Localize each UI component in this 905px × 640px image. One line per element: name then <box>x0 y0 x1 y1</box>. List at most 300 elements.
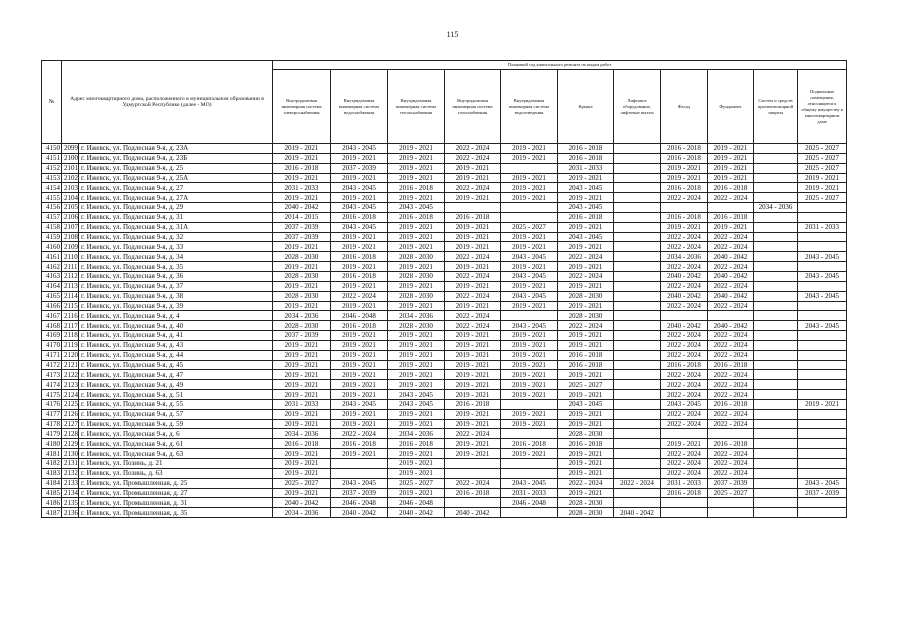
row-year-cell: 2019 - 2021 <box>273 360 331 370</box>
row-sub-number: 2112 <box>62 271 79 281</box>
table-row <box>42 212 847 222</box>
row-year-cell: 2037 - 2039 <box>708 478 754 488</box>
row-year-cell: 2022 - 2024 <box>661 301 708 311</box>
row-sub-number: 2117 <box>62 321 79 331</box>
row-year-cell: 2046 - 2048 <box>331 311 388 321</box>
row-address: г. Ижевск, ул. Подлесная 9-я, д. 44 <box>79 350 273 360</box>
row-year-cell: 2031 - 2033 <box>558 163 614 173</box>
row-year-cell <box>501 429 558 439</box>
row-year-cell <box>661 498 708 508</box>
row-year-cell <box>501 459 558 469</box>
header-number: № <box>42 61 62 144</box>
row-year-cell: 2019 - 2021 <box>331 390 388 400</box>
row-sub-number: 2116 <box>62 311 79 321</box>
row-year-cell: 2019 - 2021 <box>708 144 754 154</box>
row-year-cell <box>614 262 661 272</box>
row-year-cell: 2022 - 2024 <box>661 193 708 203</box>
row-year-cell: 2019 - 2021 <box>558 281 614 291</box>
row-year-cell: 2019 - 2021 <box>331 449 388 459</box>
row-year-cell: 2016 - 2018 <box>708 183 754 193</box>
table-row <box>42 488 847 498</box>
row-year-cell: 2019 - 2021 <box>331 370 388 380</box>
row-year-cell: 2019 - 2021 <box>273 242 331 252</box>
row-year-cell: 2016 - 2018 <box>388 212 445 222</box>
row-number: 4171 <box>42 350 62 360</box>
row-year-cell: 2019 - 2021 <box>798 399 847 409</box>
row-year-cell <box>754 321 798 331</box>
row-address: г. Ижевск, ул. Подлесная 9-я, д. 4 <box>79 311 273 321</box>
row-number: 4150 <box>42 144 62 154</box>
row-year-cell: 2019 - 2021 <box>501 409 558 419</box>
row-year-cell: 2025 - 2027 <box>798 144 847 154</box>
row-year-cell: 2019 - 2021 <box>388 262 445 272</box>
row-year-cell: 2028 - 2030 <box>558 291 614 301</box>
row-year-cell <box>798 281 847 291</box>
row-sub-number: 2107 <box>62 222 79 232</box>
row-year-cell <box>754 212 798 222</box>
row-address: г. Ижевск, ул. Промышленная, д. 31 <box>79 498 273 508</box>
row-year-cell: 2019 - 2021 <box>388 144 445 154</box>
row-number: 4167 <box>42 311 62 321</box>
row-year-cell <box>331 459 388 469</box>
row-year-cell: 2022 - 2024 <box>661 409 708 419</box>
row-address: г. Ижевск, ул. Подлесная 9-я, д. 23А <box>79 144 273 154</box>
row-year-cell: 2019 - 2021 <box>273 468 331 478</box>
row-year-cell <box>798 390 847 400</box>
row-number: 4152 <box>42 163 62 173</box>
row-year-cell <box>798 212 847 222</box>
table-row <box>42 252 847 262</box>
row-year-cell <box>754 478 798 488</box>
row-year-cell <box>754 252 798 262</box>
row-year-cell: 2016 - 2018 <box>445 399 501 409</box>
row-year-cell <box>614 340 661 350</box>
row-year-cell: 2019 - 2021 <box>388 222 445 232</box>
row-year-cell: 2019 - 2021 <box>388 459 445 469</box>
row-year-cell <box>798 508 847 518</box>
row-year-cell: 2019 - 2021 <box>273 153 331 163</box>
row-year-cell: 2028 - 2030 <box>273 252 331 262</box>
row-year-cell <box>754 232 798 242</box>
row-number: 4179 <box>42 429 62 439</box>
row-address: г. Ижевск, ул. Подлесная 9-я, д. 27 <box>79 183 273 193</box>
table-row <box>42 203 847 213</box>
row-sub-number: 2115 <box>62 301 79 311</box>
row-year-cell: 2019 - 2021 <box>798 183 847 193</box>
table-row <box>42 478 847 488</box>
row-year-cell: 2037 - 2039 <box>331 163 388 173</box>
row-sub-number: 2101 <box>62 163 79 173</box>
row-year-cell: 2019 - 2021 <box>798 173 847 183</box>
row-number: 4183 <box>42 468 62 478</box>
row-number: 4160 <box>42 242 62 252</box>
row-year-cell <box>614 409 661 419</box>
row-year-cell <box>798 350 847 360</box>
table-row <box>42 301 847 311</box>
row-sub-number: 2131 <box>62 459 79 469</box>
row-year-cell: 2043 - 2045 <box>501 321 558 331</box>
row-year-cell: 2037 - 2039 <box>273 232 331 242</box>
row-year-cell: 2019 - 2021 <box>273 281 331 291</box>
row-year-cell <box>331 468 388 478</box>
row-sub-number: 2120 <box>62 350 79 360</box>
row-year-cell <box>614 173 661 183</box>
row-year-cell <box>614 459 661 469</box>
row-year-cell <box>614 321 661 331</box>
row-year-cell: 2043 - 2045 <box>798 252 847 262</box>
row-address: г. Ижевск, ул. Подлесная 9-я, д. 35 <box>79 262 273 272</box>
row-year-cell: 2037 - 2039 <box>331 488 388 498</box>
row-sub-number: 2103 <box>62 183 79 193</box>
row-year-cell: 2019 - 2021 <box>331 419 388 429</box>
row-year-cell: 2019 - 2021 <box>501 360 558 370</box>
row-year-cell: 2019 - 2021 <box>445 222 501 232</box>
row-year-cell: 2019 - 2021 <box>558 340 614 350</box>
row-year-cell: 2022 - 2024 <box>445 271 501 281</box>
row-year-cell: 2014 - 2015 <box>273 212 331 222</box>
row-number: 4185 <box>42 488 62 498</box>
row-year-cell: 2019 - 2021 <box>708 163 754 173</box>
row-year-cell <box>798 242 847 252</box>
row-year-cell <box>754 429 798 439</box>
table-row <box>42 468 847 478</box>
row-sub-number: 2114 <box>62 291 79 301</box>
row-number: 4155 <box>42 193 62 203</box>
row-year-cell: 2019 - 2021 <box>445 439 501 449</box>
row-sub-number: 2109 <box>62 242 79 252</box>
row-address: г. Ижевск, ул. Подлесная 9-я, д. 31 <box>79 212 273 222</box>
row-year-cell: 2019 - 2021 <box>388 193 445 203</box>
table-row <box>42 508 847 518</box>
row-year-cell: 2016 - 2018 <box>558 153 614 163</box>
row-sub-number: 2113 <box>62 281 79 291</box>
row-year-cell <box>754 271 798 281</box>
row-year-cell: 2040 - 2042 <box>708 252 754 262</box>
row-year-cell: 2016 - 2018 <box>708 399 754 409</box>
row-year-cell: 2019 - 2021 <box>273 380 331 390</box>
row-address: г. Ижевск, ул. Подлесная 9-я, д. 29 <box>79 203 273 213</box>
table-row <box>42 331 847 341</box>
row-year-cell: 2016 - 2018 <box>558 212 614 222</box>
row-year-cell: 2043 - 2045 <box>558 399 614 409</box>
row-year-cell: 2022 - 2024 <box>445 321 501 331</box>
row-number: 4184 <box>42 478 62 488</box>
header-column: Внутридомовая инженерная система водоотведения <box>501 70 558 144</box>
row-year-cell: 2025 - 2027 <box>798 193 847 203</box>
row-year-cell: 2019 - 2021 <box>331 301 388 311</box>
row-year-cell: 2022 - 2024 <box>708 331 754 341</box>
row-year-cell: 2034 - 2036 <box>273 508 331 518</box>
row-year-cell: 2019 - 2021 <box>331 153 388 163</box>
row-year-cell: 2022 - 2024 <box>661 232 708 242</box>
table-row <box>42 163 847 173</box>
row-year-cell: 2028 - 2030 <box>558 498 614 508</box>
row-year-cell: 2019 - 2021 <box>273 350 331 360</box>
row-year-cell: 2016 - 2018 <box>388 439 445 449</box>
row-year-cell: 2034 - 2036 <box>388 311 445 321</box>
row-year-cell: 2043 - 2045 <box>331 203 388 213</box>
row-year-cell: 2022 - 2024 <box>558 478 614 488</box>
row-year-cell: 2019 - 2021 <box>388 281 445 291</box>
row-number: 4181 <box>42 449 62 459</box>
row-year-cell: 2019 - 2021 <box>388 419 445 429</box>
row-year-cell: 2019 - 2021 <box>708 173 754 183</box>
row-year-cell: 2022 - 2024 <box>445 153 501 163</box>
row-year-cell: 2019 - 2021 <box>558 193 614 203</box>
row-year-cell: 2019 - 2021 <box>388 301 445 311</box>
row-year-cell: 2022 - 2024 <box>708 340 754 350</box>
row-year-cell: 2019 - 2021 <box>388 242 445 252</box>
row-address: г. Ижевск, ул. Подлесная 9-я, д. 61 <box>79 439 273 449</box>
row-year-cell: 2019 - 2021 <box>273 370 331 380</box>
header-column: Крыша <box>558 70 614 144</box>
row-year-cell: 2022 - 2024 <box>661 419 708 429</box>
row-year-cell: 2022 - 2024 <box>331 291 388 301</box>
row-year-cell: 2016 - 2018 <box>445 212 501 222</box>
row-year-cell: 2016 - 2018 <box>273 439 331 449</box>
row-year-cell: 2019 - 2021 <box>445 242 501 252</box>
row-year-cell <box>614 311 661 321</box>
header-column: Систем и средств противопожарной защиты <box>754 70 798 144</box>
row-year-cell: 2019 - 2021 <box>331 193 388 203</box>
row-year-cell: 2016 - 2018 <box>661 153 708 163</box>
row-year-cell: 2019 - 2021 <box>558 459 614 469</box>
row-year-cell: 2022 - 2024 <box>661 370 708 380</box>
row-address: г. Ижевск, ул. Подлесная 9-я, д. 38 <box>79 291 273 301</box>
row-number: 4158 <box>42 222 62 232</box>
row-year-cell: 2019 - 2021 <box>331 380 388 390</box>
row-address: г. Ижевск, ул. Подлесная 9-я, д. 43 <box>79 340 273 350</box>
row-year-cell: 2019 - 2021 <box>445 331 501 341</box>
row-year-cell <box>445 459 501 469</box>
row-year-cell: 2022 - 2024 <box>708 281 754 291</box>
table-row <box>42 340 847 350</box>
row-year-cell: 2019 - 2021 <box>661 163 708 173</box>
row-year-cell <box>798 498 847 508</box>
row-year-cell <box>614 449 661 459</box>
row-sub-number: 2100 <box>62 153 79 163</box>
row-year-cell: 2028 - 2030 <box>388 291 445 301</box>
row-address: г. Ижевск, ул. Подлесная 9-я, д. 63 <box>79 449 273 459</box>
row-number: 4182 <box>42 459 62 469</box>
row-year-cell: 2025 - 2027 <box>273 478 331 488</box>
row-year-cell: 2019 - 2021 <box>388 340 445 350</box>
row-year-cell <box>754 508 798 518</box>
row-year-cell <box>501 468 558 478</box>
row-address: г. Ижевск, ул. Подлесная 9-я, д. 51 <box>79 390 273 400</box>
row-year-cell: 2046 - 2048 <box>501 498 558 508</box>
row-year-cell <box>614 439 661 449</box>
row-year-cell: 2031 - 2033 <box>661 478 708 488</box>
row-year-cell: 2016 - 2018 <box>708 360 754 370</box>
row-year-cell <box>798 203 847 213</box>
header-column: Внутридомовая инженерная система электроснабжения <box>273 70 331 144</box>
row-year-cell: 2022 - 2024 <box>614 478 661 488</box>
row-year-cell: 2034 - 2036 <box>388 429 445 439</box>
row-year-cell: 2043 - 2045 <box>558 183 614 193</box>
row-year-cell <box>798 360 847 370</box>
row-year-cell: 2022 - 2024 <box>708 468 754 478</box>
row-year-cell: 2016 - 2018 <box>331 271 388 281</box>
row-year-cell <box>754 409 798 419</box>
row-year-cell <box>798 311 847 321</box>
row-year-cell: 2025 - 2027 <box>501 222 558 232</box>
row-year-cell <box>614 399 661 409</box>
row-year-cell: 2034 - 2036 <box>661 252 708 262</box>
row-year-cell: 2019 - 2021 <box>445 262 501 272</box>
row-year-cell: 2019 - 2021 <box>558 390 614 400</box>
header-column: Фасад <box>661 70 708 144</box>
row-year-cell: 2019 - 2021 <box>388 331 445 341</box>
row-year-cell: 2019 - 2021 <box>501 331 558 341</box>
table-row <box>42 232 847 242</box>
row-year-cell <box>798 459 847 469</box>
row-year-cell: 2040 - 2042 <box>661 291 708 301</box>
row-year-cell: 2022 - 2024 <box>708 419 754 429</box>
row-year-cell: 2019 - 2021 <box>501 301 558 311</box>
table-row <box>42 360 847 370</box>
row-year-cell: 2019 - 2021 <box>501 419 558 429</box>
row-number: 4166 <box>42 301 62 311</box>
row-year-cell: 2019 - 2021 <box>445 350 501 360</box>
row-year-cell <box>661 429 708 439</box>
row-sub-number: 2110 <box>62 252 79 262</box>
row-address: г. Ижевск, ул. Подлесная 9-я, д. 25 <box>79 163 273 173</box>
row-year-cell: 2019 - 2021 <box>388 163 445 173</box>
row-sub-number: 2102 <box>62 173 79 183</box>
row-year-cell <box>754 242 798 252</box>
row-year-cell: 2028 - 2030 <box>558 429 614 439</box>
row-year-cell: 2028 - 2030 <box>388 271 445 281</box>
row-year-cell: 2019 - 2021 <box>445 390 501 400</box>
table-row <box>42 350 847 360</box>
row-year-cell: 2019 - 2021 <box>445 193 501 203</box>
row-year-cell: 2028 - 2030 <box>558 508 614 518</box>
row-address: г. Ижевск, ул. Подлесная 9-я, д. 32 <box>79 232 273 242</box>
row-year-cell: 2019 - 2021 <box>273 340 331 350</box>
row-year-cell: 2019 - 2021 <box>558 242 614 252</box>
row-year-cell: 2016 - 2018 <box>331 252 388 262</box>
row-year-cell: 2022 - 2024 <box>558 252 614 262</box>
row-year-cell: 2019 - 2021 <box>388 360 445 370</box>
row-year-cell: 2022 - 2024 <box>708 390 754 400</box>
row-year-cell: 2025 - 2027 <box>798 153 847 163</box>
row-year-cell <box>754 340 798 350</box>
row-year-cell <box>798 301 847 311</box>
row-number: 4162 <box>42 262 62 272</box>
row-year-cell: 2019 - 2021 <box>445 409 501 419</box>
row-year-cell: 2043 - 2045 <box>798 478 847 488</box>
row-year-cell: 2019 - 2021 <box>558 419 614 429</box>
row-address: г. Ижевск, ул. Подлесная 9-я, д. 34 <box>79 252 273 262</box>
row-year-cell: 2016 - 2018 <box>661 360 708 370</box>
row-year-cell <box>754 153 798 163</box>
row-year-cell <box>614 429 661 439</box>
row-year-cell <box>754 301 798 311</box>
row-year-cell: 2034 - 2036 <box>273 311 331 321</box>
page-number: 115 <box>446 30 459 39</box>
table-row <box>42 380 847 390</box>
row-year-cell: 2022 - 2024 <box>708 301 754 311</box>
row-number: 4163 <box>42 271 62 281</box>
row-year-cell: 2019 - 2021 <box>273 173 331 183</box>
row-year-cell <box>798 232 847 242</box>
row-year-cell: 2019 - 2021 <box>273 193 331 203</box>
row-year-cell: 2019 - 2021 <box>501 449 558 459</box>
row-year-cell <box>754 291 798 301</box>
row-year-cell: 2043 - 2045 <box>388 399 445 409</box>
table-row <box>42 173 847 183</box>
row-sub-number: 2128 <box>62 429 79 439</box>
row-year-cell: 2043 - 2045 <box>798 321 847 331</box>
row-year-cell: 2025 - 2027 <box>558 380 614 390</box>
header-column: Фундамент <box>708 70 754 144</box>
row-year-cell: 2019 - 2021 <box>661 173 708 183</box>
row-year-cell: 2019 - 2021 <box>273 488 331 498</box>
header-column: Внутридомовая инженерная система газоснабжения <box>445 70 501 144</box>
row-year-cell <box>754 498 798 508</box>
row-year-cell <box>614 242 661 252</box>
row-year-cell <box>708 429 754 439</box>
row-year-cell: 2019 - 2021 <box>445 340 501 350</box>
row-year-cell <box>754 439 798 449</box>
row-sub-number: 2125 <box>62 399 79 409</box>
row-year-cell: 2019 - 2021 <box>331 242 388 252</box>
row-year-cell: 2022 - 2024 <box>661 331 708 341</box>
row-year-cell: 2016 - 2018 <box>388 183 445 193</box>
row-sub-number: 2123 <box>62 380 79 390</box>
row-sub-number: 2108 <box>62 232 79 242</box>
row-year-cell: 2019 - 2021 <box>273 390 331 400</box>
row-year-cell: 2019 - 2021 <box>388 468 445 478</box>
row-year-cell: 2043 - 2045 <box>501 478 558 488</box>
row-number: 4175 <box>42 390 62 400</box>
row-address: г. Ижевск, ул. Подлесная 9-я, д. 41 <box>79 331 273 341</box>
row-year-cell: 2016 - 2018 <box>501 439 558 449</box>
row-year-cell: 2022 - 2024 <box>708 409 754 419</box>
row-sub-number: 2111 <box>62 262 79 272</box>
row-year-cell <box>754 380 798 390</box>
row-year-cell <box>614 468 661 478</box>
row-year-cell: 2043 - 2045 <box>798 291 847 301</box>
row-year-cell <box>708 203 754 213</box>
row-year-cell: 2022 - 2024 <box>445 144 501 154</box>
row-year-cell: 2019 - 2021 <box>388 232 445 242</box>
row-year-cell: 2019 - 2021 <box>331 350 388 360</box>
row-year-cell: 2043 - 2045 <box>558 203 614 213</box>
row-year-cell: 2031 - 2033 <box>273 399 331 409</box>
row-year-cell: 2016 - 2018 <box>661 212 708 222</box>
row-year-cell <box>798 380 847 390</box>
row-year-cell: 2025 - 2027 <box>798 163 847 173</box>
row-year-cell: 2040 - 2042 <box>331 508 388 518</box>
row-year-cell <box>614 498 661 508</box>
table-row <box>42 291 847 301</box>
row-year-cell: 2022 - 2024 <box>445 311 501 321</box>
row-address: г. Ижевск, ул. Подлесная 9-я, д. 25А <box>79 173 273 183</box>
row-year-cell: 2022 - 2024 <box>661 449 708 459</box>
row-number: 4172 <box>42 360 62 370</box>
row-year-cell: 2040 - 2042 <box>388 508 445 518</box>
row-year-cell <box>614 222 661 232</box>
row-year-cell: 2019 - 2021 <box>558 488 614 498</box>
row-number: 4159 <box>42 232 62 242</box>
row-address: г. Ижевск, ул. Позинь, д. 21 <box>79 459 273 469</box>
row-year-cell: 2016 - 2018 <box>708 212 754 222</box>
row-year-cell <box>754 350 798 360</box>
row-year-cell <box>754 488 798 498</box>
row-year-cell <box>614 281 661 291</box>
